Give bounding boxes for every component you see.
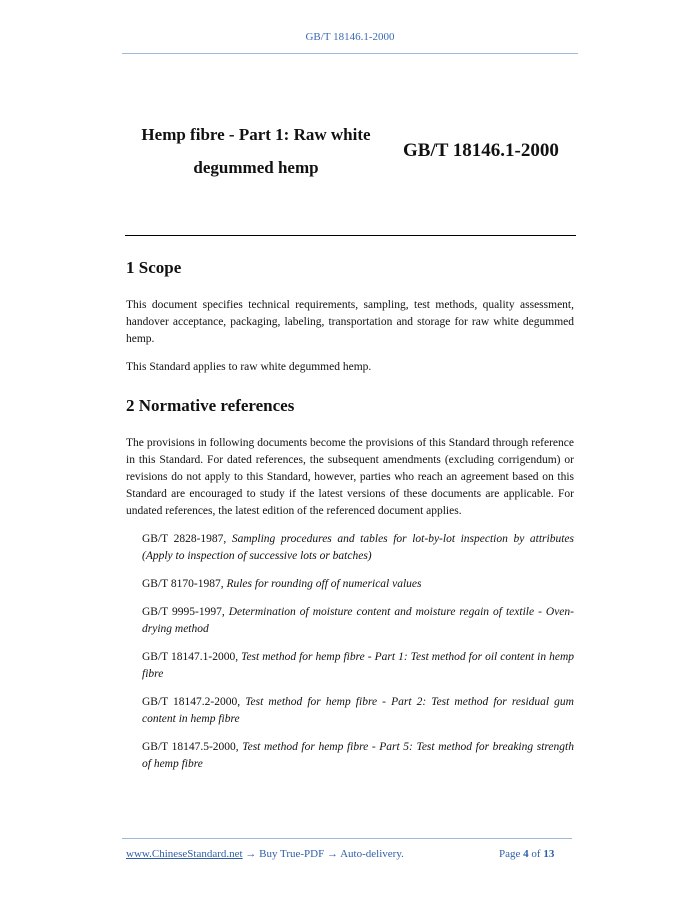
section-1-heading: 1 Scope: [126, 258, 182, 277]
document-body: [126, 256, 574, 784]
reference-code: GB/T 18147.2-2000,: [142, 696, 246, 708]
title-line-2: degummed hemp: [193, 158, 319, 177]
reference-title: Sampling procedures and tables for lot-by-lot inspection by attributes (Apply to inspection of successive lots or batches): [142, 533, 574, 562]
header-divider: [122, 53, 578, 54]
footer-divider: [122, 838, 572, 839]
title-line-1: Hemp fibre - Part 1: Raw white: [141, 125, 371, 144]
reference-code: GB/T 2828-1987,: [142, 533, 232, 545]
page-current: 4: [523, 848, 529, 860]
normative-intro: The provisions in following documents become the provisions of this Standard through reference in this Standard. For dated references, the subsequent amendments (excluding corrigendum) or revisions do not apply to this Standard, however, parties who reach an agreement based on this Standard are encouraged to study if the latest versions of these documents are applicable. For undated references, the latest edition of the referenced document applies.: [126, 437, 574, 517]
reference-title: Determination of moisture content and moisture regain of textile - Oven-drying method: [142, 606, 574, 635]
reference-title: Test method for hemp fibre - Part 5: Test method for breaking strength of hemp fibre: [142, 741, 574, 770]
reference-item: [142, 694, 574, 728]
reference-code: GB/T 18147.5-2000,: [142, 741, 243, 753]
site-link[interactable]: www.ChineseStandard.net: [126, 848, 243, 860]
scope-paragraph-1: This document specifies technical requirements, sampling, test methods, quality assessment, handover acceptance, packaging, labeling, transportation and storage for raw white degummed hemp.: [126, 299, 574, 345]
section-2-heading: 2 Normative references: [126, 396, 295, 415]
title-divider: [125, 235, 576, 236]
footer-promo: [126, 848, 404, 860]
reference-code: GB/T 8170-1987,: [142, 578, 227, 590]
page-of: of: [528, 848, 544, 860]
reference-title: Test method for hemp fibre - Part 2: Test method for residual gum content in hemp fibre: [142, 696, 574, 725]
reference-code: GB/T 9995-1997,: [142, 606, 229, 618]
reference-item: [142, 739, 574, 773]
reference-item: [142, 604, 574, 638]
document-title: [125, 118, 387, 184]
reference-item: [142, 649, 574, 683]
promo-text: → Buy True-PDF → Auto-delivery.: [242, 848, 404, 860]
page-indicator: [499, 848, 554, 860]
scope-paragraph-2: This Standard applies to raw white degummed hemp.: [126, 361, 372, 373]
reference-item: [142, 576, 574, 593]
page-label: Page: [499, 848, 524, 860]
reference-code: GB/T 18147.1-2000,: [142, 651, 242, 663]
page-total: 13: [543, 848, 555, 860]
standard-number: GB/T 18146.1-2000: [403, 140, 559, 161]
reference-item: [142, 531, 574, 565]
reference-title: Test method for hemp fibre - Part 1: Test method for oil content in hemp fibre: [142, 651, 574, 680]
reference-title: Rules for rounding off of numerical values: [226, 578, 422, 590]
header-standard-code: GB/T 18146.1-2000: [305, 31, 395, 43]
